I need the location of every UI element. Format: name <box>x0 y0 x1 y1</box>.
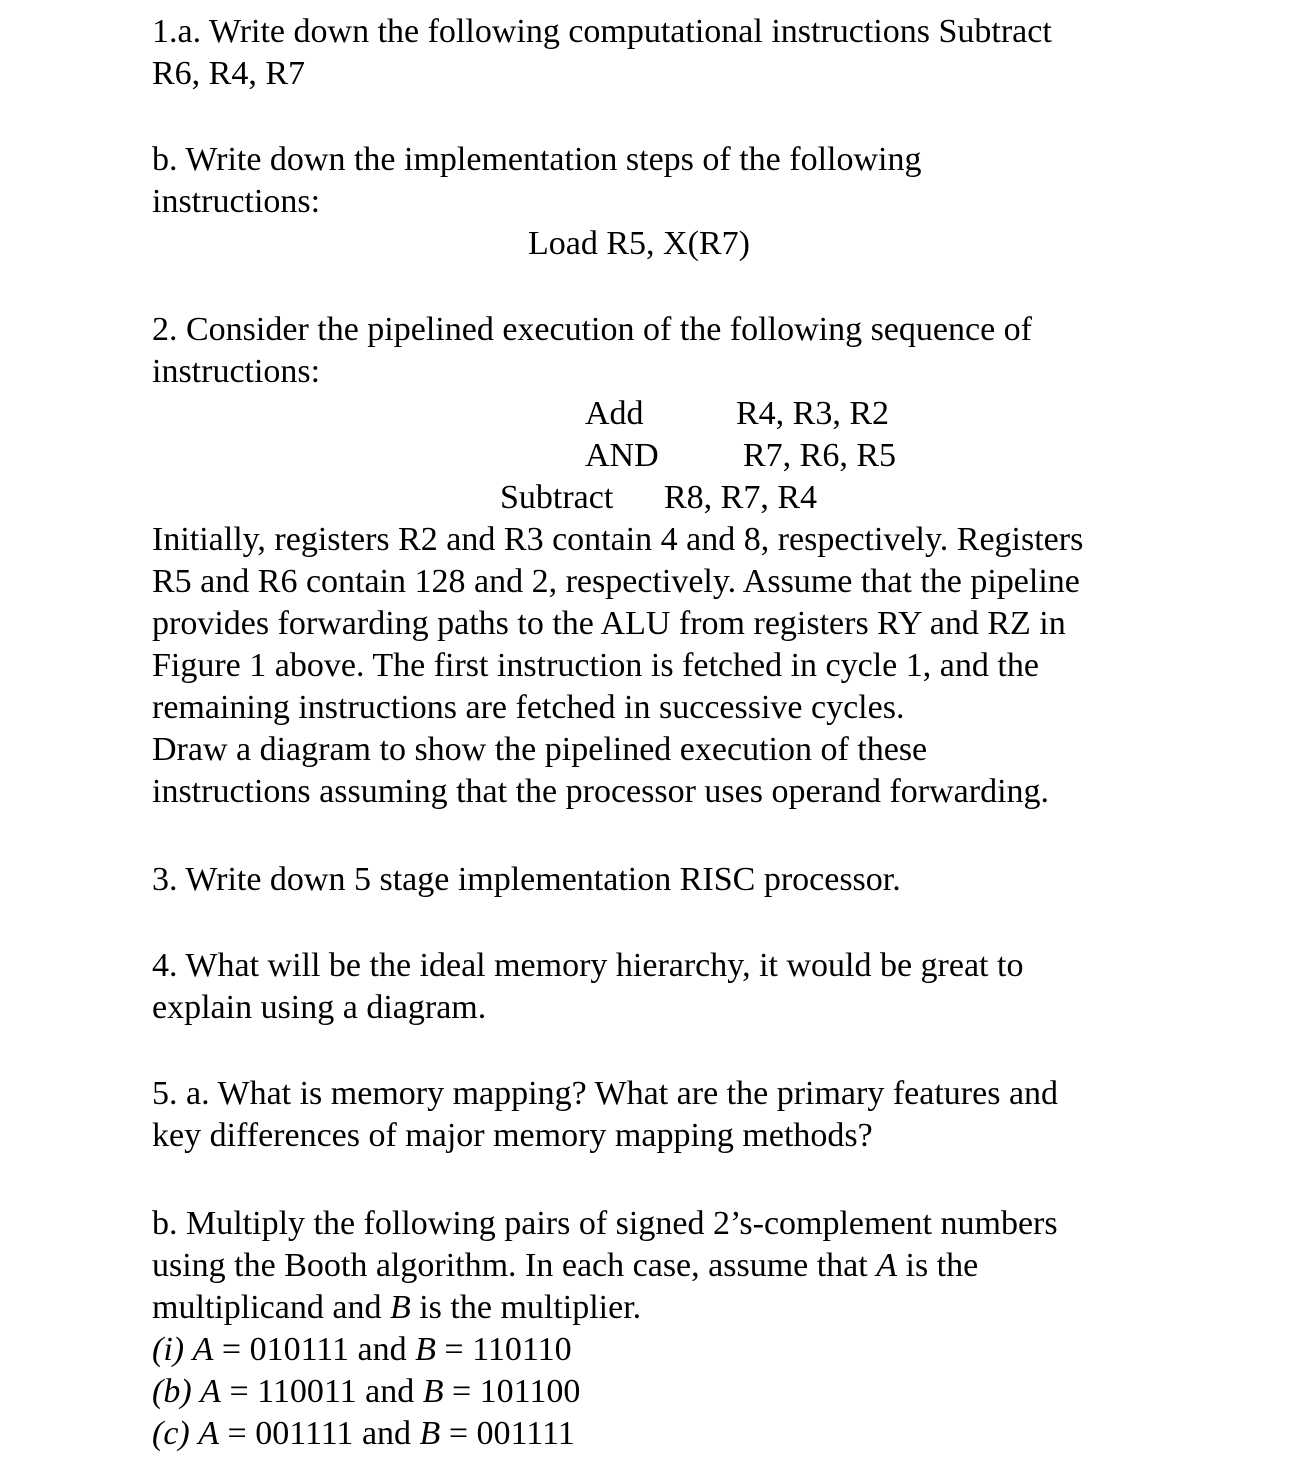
q1b-line-1: b. Write down the implementation steps of the following <box>152 141 922 178</box>
q2-instr-3-op: Subtract <box>500 479 614 516</box>
q5b-line-3: multiplicand and B is the multiplier. <box>152 1289 642 1326</box>
var-b: B <box>389 1289 411 1326</box>
q1a-line-2: R6, R4, R7 <box>152 55 306 92</box>
q2-instr-1-op: Add <box>585 395 644 432</box>
q5b-case-1: (i) A = 010111 and B = 110110 <box>152 1331 572 1368</box>
q2-body-line-5: remaining instructions are fetched in successive cycles. <box>152 689 905 726</box>
q2-instr-2-op: AND <box>585 437 659 474</box>
q4-line-1: 4. What will be the ideal memory hierarchy, it would be great to <box>152 947 1024 984</box>
q1a-line-1: 1.a. Write down the following computational instructions Subtract <box>152 13 1052 50</box>
q2-instr-1-operands: R4, R3, R2 <box>736 395 890 432</box>
q1b-instruction: Load R5, X(R7) <box>528 225 750 262</box>
q2-instr-3-operands: R8, R7, R4 <box>664 479 818 516</box>
q1b-line-2: instructions: <box>152 183 321 220</box>
q5b-line-2: using the Booth algorithm. In each case, assume that A is the <box>152 1247 979 1284</box>
q5b-case-2: (b) A = 110011 and B = 101100 <box>152 1373 581 1410</box>
q5a-line-2: key differences of major memory mapping methods? <box>152 1117 873 1154</box>
q3-line-1: 3. Write down 5 stage implementation RISC processor. <box>152 861 901 898</box>
q2-body-line-6: Draw a diagram to show the pipelined execution of these <box>152 731 928 768</box>
q2-body-line-2: R5 and R6 contain 128 and 2, respectively. Assume that the pipeline <box>152 563 1080 600</box>
q2-intro-line-1: 2. Consider the pipelined execution of the following sequence of <box>152 311 1032 348</box>
q5b-line-1: b. Multiply the following pairs of signed 2’s-complement numbers <box>152 1205 1058 1242</box>
q5b-case-3: (c) A = 001111 and B = 001111 <box>152 1415 575 1452</box>
q2-instr-2-operands: R7, R6, R5 <box>743 437 897 474</box>
q2-body-line-3: provides forwarding paths to the ALU from registers RY and RZ in <box>152 605 1066 642</box>
q4-line-2: explain using a diagram. <box>152 989 487 1026</box>
q2-body-line-4: Figure 1 above. The first instruction is fetched in cycle 1, and the <box>152 647 1039 684</box>
q2-body-line-7: instructions assuming that the processor uses operand forwarding. <box>152 773 1050 810</box>
var-a: A <box>876 1247 897 1284</box>
q2-body-line-1: Initially, registers R2 and R3 contain 4 and 8, respectively. Registers <box>152 521 1084 558</box>
q2-intro-line-2: instructions: <box>152 353 321 390</box>
q5a-line-1: 5. a. What is memory mapping? What are the primary features and <box>152 1075 1059 1112</box>
